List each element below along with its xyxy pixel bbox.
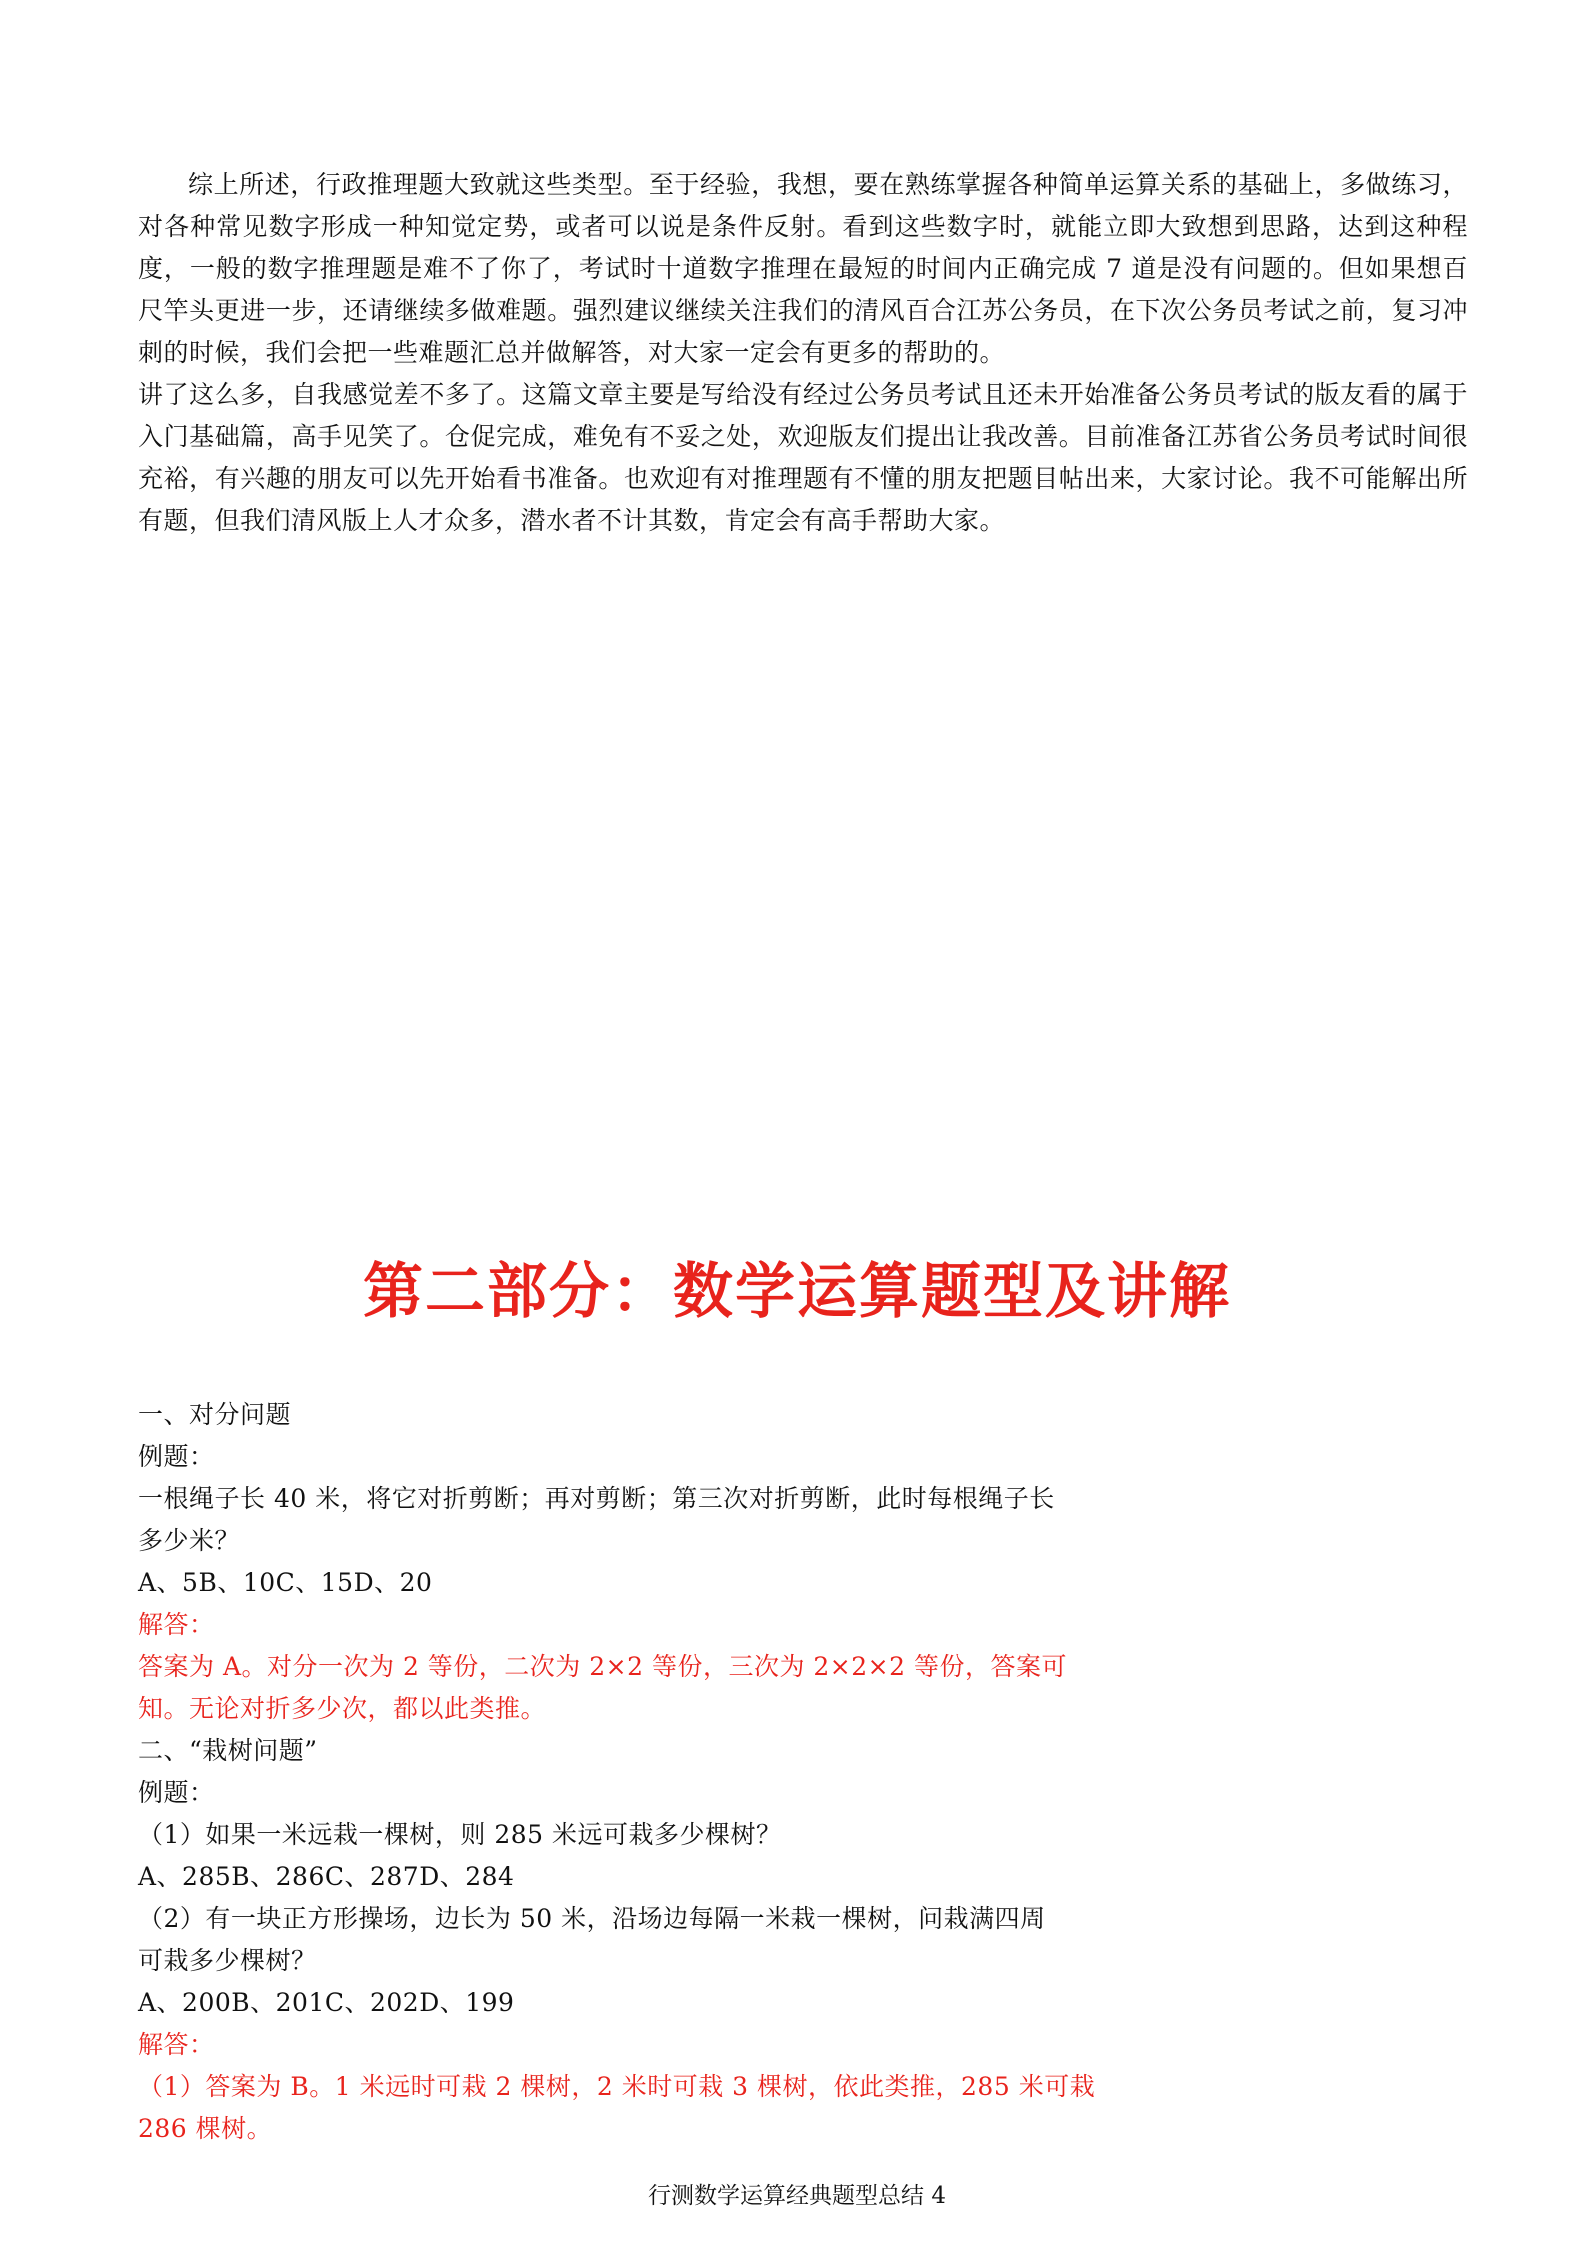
- text-line: 之前，复习冲刺的时候，我们会把一些难题汇总并做解答，对大家一定会有更多的帮助的。: [138, 296, 1468, 367]
- question-line: （2）有一块正方形操场，边长为 50 米，沿场边每隔一米栽一棵树，问栽满四周: [138, 1904, 1046, 1933]
- question-line: （1）如果一米远栽一棵树，则 285 米远可栽多少棵树？: [138, 1820, 782, 1849]
- text-line: 讲了这么多，自我感觉差不多了。这篇文章主要是写给没有经过公务员考试且还未开始准备公务员考试的版友看的: [138, 380, 1417, 409]
- intro-paragraph-2: [138, 374, 1468, 542]
- answer-label: 解答：: [138, 1610, 215, 1639]
- answer-options: A、285B、286C、287D、284: [138, 1862, 515, 1891]
- answer-line: （1）答案为 B。1 米远时可栽 2 棵树，2 米时可栽 3 棵树，依此类推，285 米可栽: [138, 2072, 1096, 2101]
- section-2-heading: 二、“栽树问题”: [138, 1736, 318, 1765]
- text-line: 不可能解出所有题，但我们清风版上人才众多，潜水者不计其数，肯定会有高手帮助大家。: [138, 464, 1468, 535]
- answer-options: A、5B、10C、15D、20: [138, 1568, 433, 1597]
- intro-text: [138, 164, 1468, 542]
- text-line: 试时间很充裕，有兴趣的朋友可以先开始看书准备。也欢迎有对推理题有不懂的朋友把题目帖出来，大家讨论。我: [138, 422, 1468, 493]
- text-line: 综上所述，行政推理题大致就这些类型。至于经验，我想，要在熟练掌握各种简单运算关系的基础上，多做练: [188, 170, 1417, 199]
- page-footer: 行测数学运算经典题型总结 4: [648, 2183, 946, 2209]
- answer-options: A、200B、201C、202D、199: [138, 1988, 515, 2017]
- answer-label: 解答：: [138, 2030, 215, 2059]
- question-line: 多少米？: [138, 1526, 241, 1555]
- section-1-heading: 一、对分问题: [138, 1400, 292, 1429]
- answer-line: 286 棵树。: [138, 2114, 273, 2143]
- example-label: 例题：: [138, 1442, 215, 1471]
- question-line: 一根绳子长 40 米，将它对折剪断；再对剪断；第三次对折剪断，此时每根绳子长: [138, 1484, 1055, 1513]
- text-line: 属于入门基础篇，高手见笑了。仓促完成，难免有不妥之处，欢迎版友们提出让我改善。目前准备江苏省公务员考: [138, 380, 1468, 451]
- question-line: 可栽多少棵树？: [138, 1946, 317, 1975]
- text-line: 如果想百尺竿头更进一步，还请继续多做难题。强烈建议继续关注我们的清风百合江苏公务员，在下次公务员考试: [138, 254, 1468, 325]
- text-line: 这种程度，一般的数字推理题是难不了你了，考试时十道数字推理在最短的时间内正确完成 7 道是没有问题的。但: [138, 212, 1468, 283]
- example-label: 例题：: [138, 1778, 215, 1807]
- text-line: 习，对各种常见数字形成一种知觉定势，或者可以说是条件反射。看到这些数字时，就能立即大致想到思路，达到: [138, 170, 1468, 241]
- answer-line: 知。无论对折多少次，都以此类推。: [138, 1694, 547, 1723]
- part-title: 第二部分：数学运算题型及讲解: [363, 1257, 1231, 1327]
- intro-paragraph-1: [138, 164, 1468, 374]
- answer-line: 答案为 A。对分一次为 2 等份，二次为 2×2 等份，三次为 2×2×2 等份，答案可: [138, 1652, 1067, 1681]
- math-sections: [138, 1394, 1118, 2150]
